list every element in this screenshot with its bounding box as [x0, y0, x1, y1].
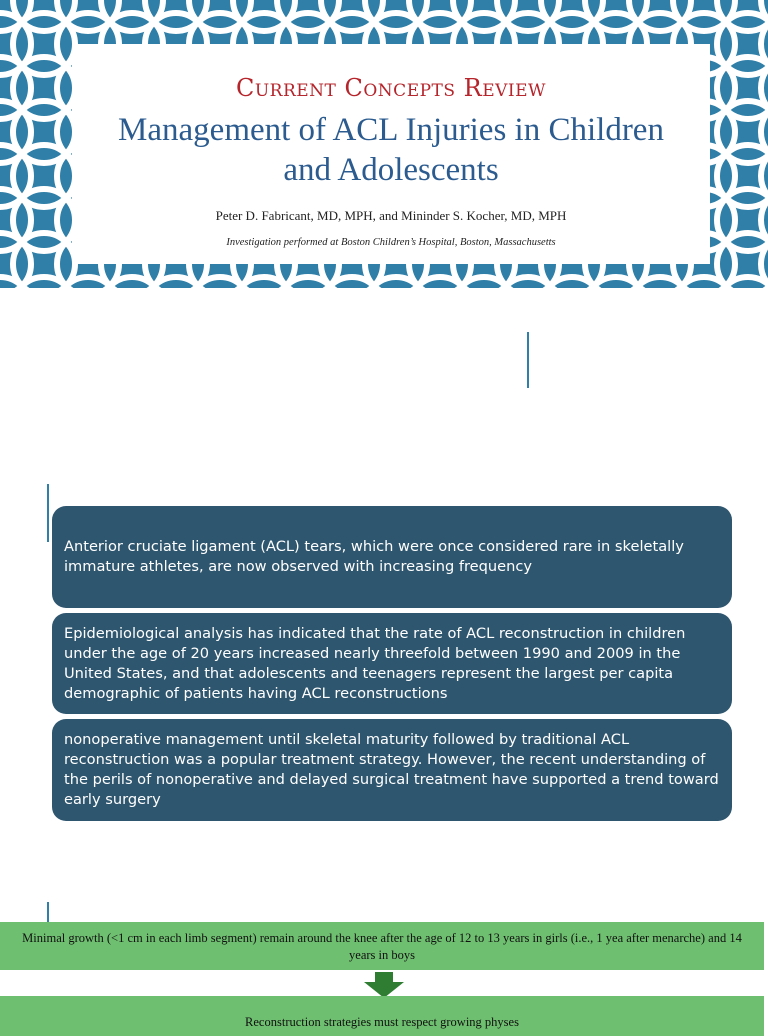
review-kicker: Current Concepts Review [235, 74, 547, 102]
summary-card [52, 719, 732, 821]
flow-box-growth-text: Minimal growth (<1 cm in each limb segment) remain around the knee after the age of 12 to 13 years in girls (i.e., 1 yea after menarche) and 14 years in boys [22, 931, 742, 962]
article-title [72, 110, 710, 190]
article-title-line-1: Management of ACL Injuries in Children [118, 112, 664, 148]
summary-card [52, 506, 732, 608]
arrow-down-icon [364, 972, 404, 998]
divider-line [527, 332, 529, 388]
article-title-line-2: and Adolescents [283, 152, 499, 188]
title-card [72, 44, 710, 264]
divider-line [47, 484, 49, 542]
flow-box-growth [0, 922, 764, 970]
summary-cards [52, 506, 732, 826]
summary-card [52, 613, 732, 714]
summary-card-text: Epidemiological analysis has indicated that the rate of ACL reconstruction in children under the age of 20 years increased nearly threefold between 1990 and 2009 in the United States, and that adolescents and teenagers represent the largest per capita demographic of patients having ACL reconstructions [64, 624, 686, 702]
summary-card-text: Anterior cruciate ligament (ACL) tears, which were once considered rare in skeletally immature athletes, are now observed with increasing frequency [64, 538, 684, 575]
summary-card-text: nonoperative management until skeletal maturity followed by traditional ACL reconstruction was a popular treatment strategy. However, the recent understanding of the perils of nonoperative and delayed surgical treatment have supported a trend toward early surgery [64, 731, 719, 808]
header-banner [0, 0, 768, 288]
flow-box-reconstruction-text: Reconstruction strategies must respect growing physes [245, 1015, 519, 1029]
authors: Peter D. Fabricant, MD, MPH, and Mininder S. Kocher, MD, MPH [215, 208, 567, 223]
institution-note: Investigation performed at Boston Children’s Hospital, Boston, Massachusetts [226, 237, 556, 248]
flow-box-reconstruction [0, 996, 764, 1036]
